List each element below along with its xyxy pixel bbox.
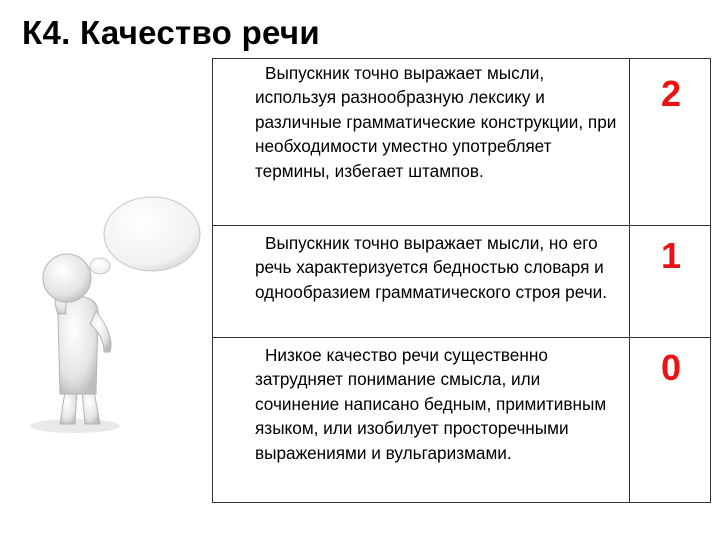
criteria-table <box>212 58 711 503</box>
criterion-text: Низкое качество речи существенно затрудняет понимание смысла, или сочинение написано бедным, примитивным языком, или изобилует просторечными выражениями и вульгаризмами. <box>255 345 607 463</box>
criterion-score: 0 <box>660 347 682 388</box>
row-divider <box>213 337 710 338</box>
column-divider <box>629 59 630 502</box>
criterion-score: 1 <box>660 235 682 276</box>
thought-bubble-icon <box>75 197 200 285</box>
row-divider <box>213 225 710 226</box>
criterion-score: 2 <box>660 73 682 114</box>
criterion-text: Выпускник точно выражает мысли, но его речь характеризуется бедностью словаря и однообразием грамматического строя речи. <box>255 233 608 302</box>
criterion-text: Выпускник точно выражает мысли, используя разнообразную лексику и различные грамматические конструкции, при необходимости уместно употребляет термины, избегает штампов. <box>255 63 617 181</box>
thinking-person-illustration <box>20 186 210 436</box>
page-title: К4. Качество речи <box>22 14 320 51</box>
